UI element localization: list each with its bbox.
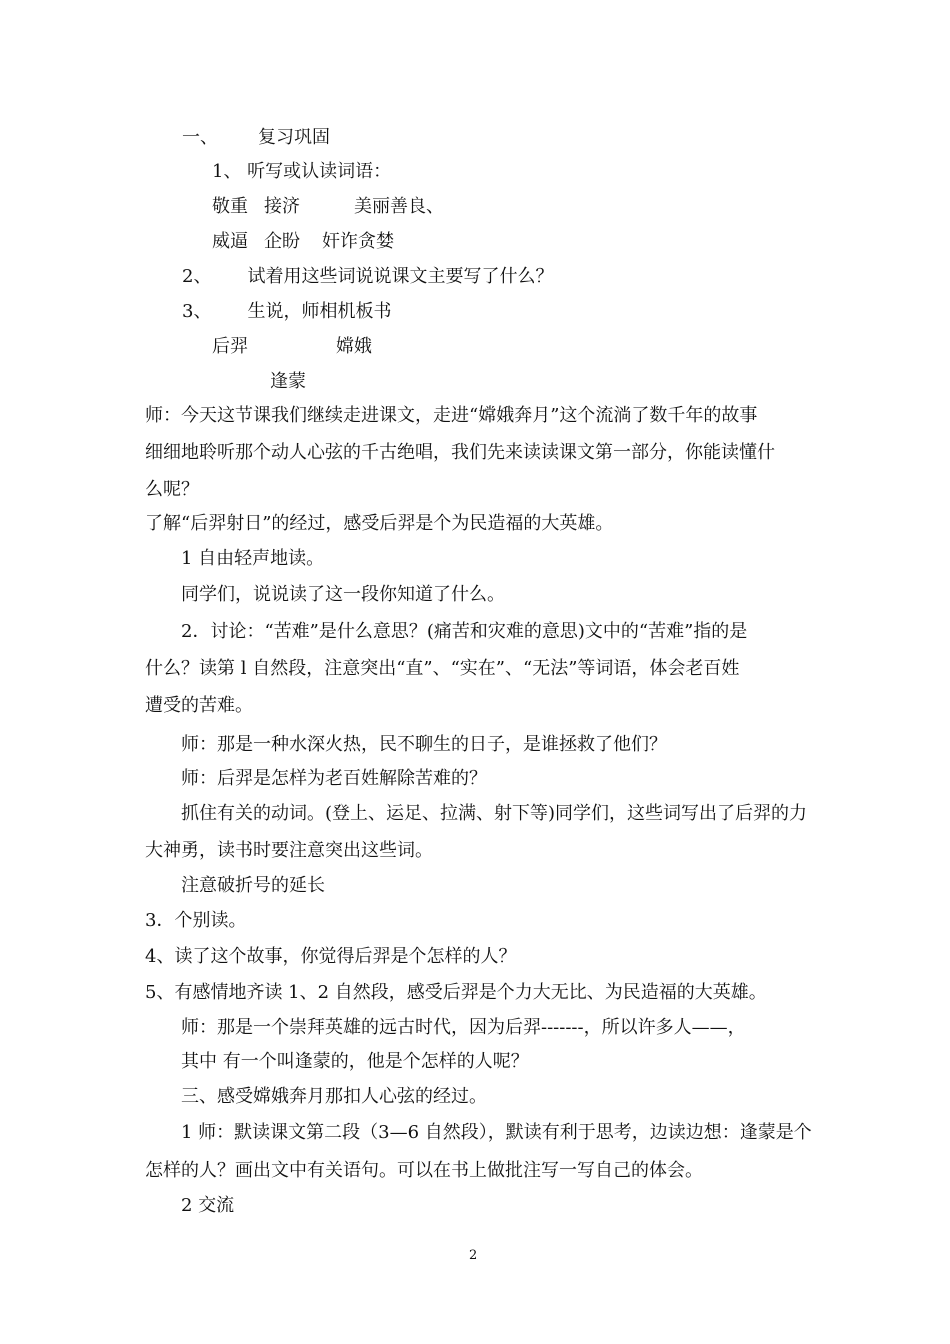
paragraph-line: 抓住有关的动词。(登上、运足、拉满、射下等)同学们，这些词写出了后羿的力 <box>181 803 808 824</box>
list-number: 3、 <box>182 301 212 322</box>
paragraph: 注意破折号的延长 <box>181 875 325 896</box>
word: 接济 <box>264 196 300 217</box>
paragraph: 了解“后羿射日”的经过，感受后羿是个为民造福的大英雄。 <box>145 513 614 534</box>
paragraph-line: 1 师：默读课文第二段（3—6 自然段），默读有利于思考，边读边想：逢蒙是个 <box>181 1122 812 1143</box>
paragraph-line: 大神勇，读书时要注意突出这些词。 <box>145 840 433 861</box>
paragraph-line: 遭受的苦难。 <box>145 695 253 716</box>
paragraph: 1 自由轻声地读。 <box>181 548 325 569</box>
paragraph-line: 细细地聆听那个动人心弦的千古绝唱，我们先来读读课文第一部分，你能读懂什 <box>145 442 775 463</box>
section-heading: 三、感受嫦娥奔月那扣人心弦的经过。 <box>181 1086 487 1107</box>
board-word: 后羿 <box>212 336 248 357</box>
paragraph: 师：后羿是怎样为老百姓解除苦难的？ <box>181 768 487 789</box>
word: 美丽善良、 <box>354 196 444 217</box>
paragraph-line: 师：今天这节课我们继续走进课文，走进“嫦娥奔月”这个流淌了数千年的故事 <box>145 405 758 426</box>
list-text: 生说，师相机板书 <box>247 301 392 322</box>
word: 企盼 <box>264 231 300 252</box>
paragraph-line: 怎样的人？画出文中有关语句。可以在书上做批注写一写自己的体会。 <box>145 1160 703 1181</box>
paragraph: 师：那是一种水深火热，民不聊生的日子，是谁拯救了他们？ <box>181 734 667 755</box>
paragraph-line: 什么？读第 l 自然段，注意突出“直”、“实在”、“无法”等词语，体会老百姓 <box>145 658 740 679</box>
list-item: 1、 听写或认读词语： <box>212 161 392 182</box>
word: 敬重 <box>212 196 248 217</box>
paragraph-line: 么呢？ <box>145 479 199 500</box>
paragraph: 5、有感情地齐读 1、2 自然段，感受后羿是个力大无比、为民造福的大英雄。 <box>145 982 767 1003</box>
section-number: 一、 <box>182 127 218 148</box>
board-word: 逢蒙 <box>270 371 306 392</box>
list-number: 2、 <box>182 266 212 287</box>
list-text: 试着用这些词说说课文主要写了什么？ <box>247 266 554 287</box>
paragraph: 4、读了这个故事，你觉得后羿是个怎样的人？ <box>145 946 517 967</box>
list-item <box>182 265 553 289</box>
paragraph-line: 2．讨论：“苦难”是什么意思？(痛苦和灾难的意思)文中的“苦难”指的是 <box>181 621 748 642</box>
paragraph-line: 师：那是一个崇拜英雄的远古时代，因为后羿-------，所以许多人——， <box>181 1017 746 1038</box>
word-row <box>212 230 394 254</box>
paragraph: 3．个别读。 <box>145 910 247 931</box>
page-number: 2 <box>469 1248 478 1263</box>
word: 奸诈贪婪 <box>322 231 394 252</box>
board-word: 嫦娥 <box>336 336 372 357</box>
paragraph-line: 其中 有一个叫逢蒙的，他是个怎样的人呢？ <box>181 1051 529 1072</box>
paragraph: 同学们，说说读了这一段你知道了什么。 <box>181 584 505 605</box>
word: 威逼 <box>212 231 248 252</box>
word-row <box>212 195 444 219</box>
paragraph: 2 交流 <box>181 1195 235 1216</box>
section-heading <box>182 126 330 150</box>
section-title: 复习巩固 <box>258 127 330 148</box>
list-item <box>182 300 391 324</box>
